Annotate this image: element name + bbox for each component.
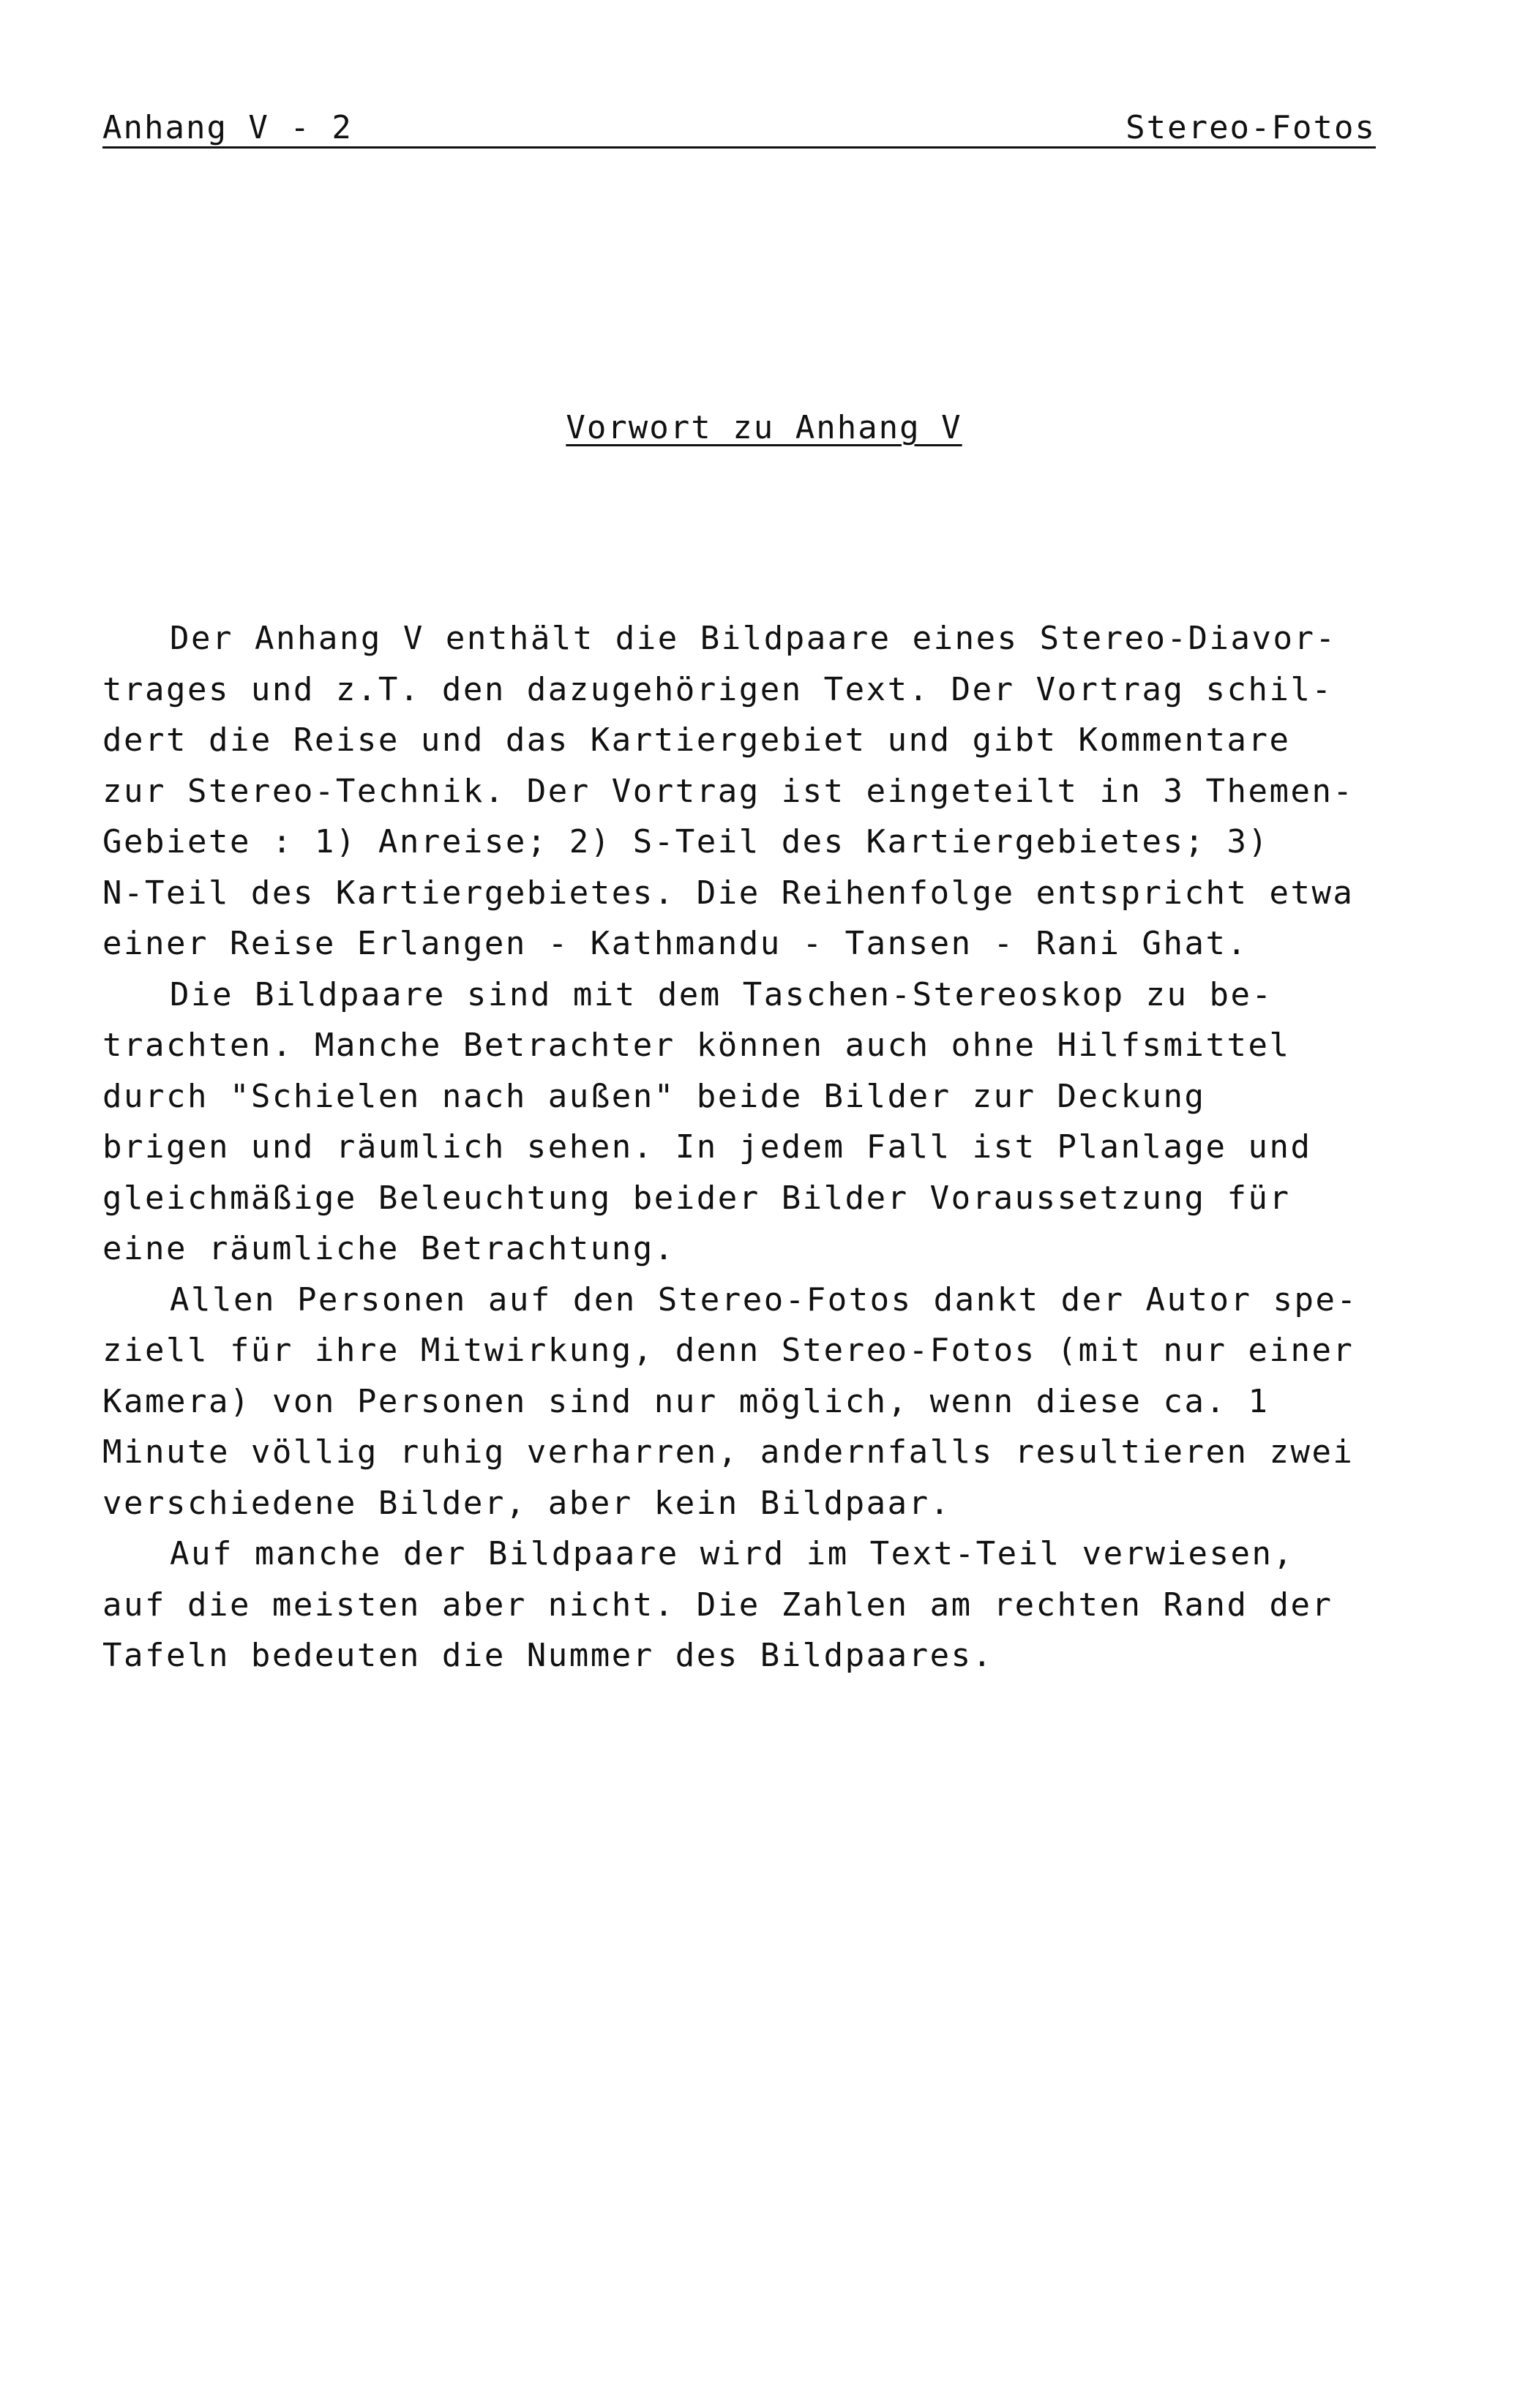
body-text xyxy=(102,613,1420,1681)
running-header xyxy=(102,102,1376,149)
text-line: auf die meisten aber nicht. Die Zahlen am rechten Rand der xyxy=(102,1586,1333,1624)
text-line: brigen und räumlich sehen. In jedem Fall ist Planlage und xyxy=(102,1128,1312,1166)
text-line: zur Stereo-Technik. Der Vortrag ist eingeteilt in 3 Themen- xyxy=(102,772,1355,810)
text-line: N-Teil des Kartiergebietes. Die Reihenfolge entspricht etwa xyxy=(102,874,1355,912)
section-title xyxy=(0,410,1528,446)
text-line: Auf manche der Bildpaare wird im Text-Teil verwiesen, xyxy=(170,1535,1295,1572)
section-title-text: Vorwort zu Anhang V xyxy=(566,409,962,446)
text-line: trachten. Manche Betrachter können auch ohne Hilfsmittel xyxy=(102,1027,1291,1064)
text-line: eine räumliche Betrachtung. xyxy=(102,1230,675,1267)
text-line: Die Bildpaare sind mit dem Taschen-Stereoskop zu be- xyxy=(170,975,1273,1013)
text-line: gleichmäßige Beleuchtung beider Bilder Voraussetzung für xyxy=(102,1179,1291,1217)
text-line: Gebiete : 1) Anreise; 2) S-Teil des Kartiergebietes; 3) xyxy=(102,823,1270,860)
text-line: Tafeln bedeuten die Nummer des Bildpaares. xyxy=(102,1637,994,1674)
text-line: dert die Reise und das Kartiergebiet und gibt Kommentare xyxy=(102,721,1291,759)
text-line: durch "Schielen nach außen" beide Bilder zur Deckung xyxy=(102,1077,1206,1115)
text-line: Kamera) von Personen sind nur möglich, wenn diese ca. 1 xyxy=(102,1382,1270,1420)
header-page-label: Anhang V - 2 xyxy=(102,109,353,146)
text-line: Minute völlig ruhig verharren, andernfalls resultieren zwei xyxy=(102,1433,1355,1471)
header-section-label: Stereo-Fotos xyxy=(1126,109,1376,146)
text-line: verschiedene Bilder, aber kein Bildpaar. xyxy=(102,1484,951,1522)
text-line: Der Anhang V enthält die Bildpaare eines Stereo-Diavor- xyxy=(170,620,1337,657)
text-line: Allen Personen auf den Stereo-Fotos dankt der Autor spe- xyxy=(170,1280,1358,1319)
text-line: trages und z.T. den dazugehörigen Text. Der Vortrag schil- xyxy=(102,670,1333,708)
text-line: ziell für ihre Mitwirkung, denn Stereo-Fotos (mit nur einer xyxy=(102,1332,1355,1369)
text-line: einer Reise Erlangen - Kathmandu - Tansen - Rani Ghat. xyxy=(102,925,1248,962)
